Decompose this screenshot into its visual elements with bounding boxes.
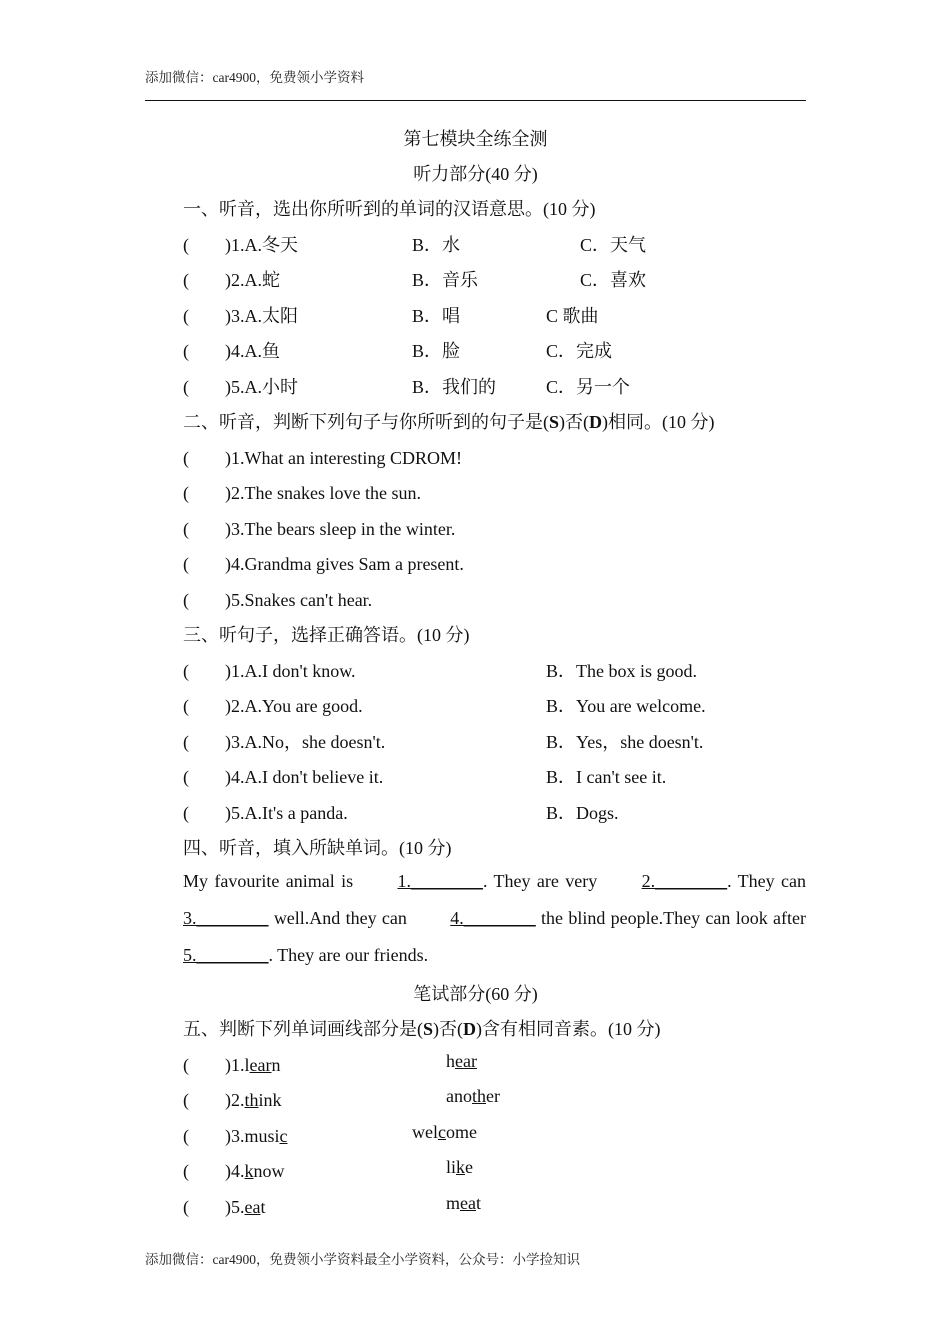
section1-option-b: B．音乐 xyxy=(412,270,479,290)
word-part: t xyxy=(260,1197,266,1217)
section1-question: ( )2.A.蛇 xyxy=(183,270,280,290)
section5-word1 xyxy=(183,1051,281,1077)
word-part: now xyxy=(253,1161,285,1181)
section1-option-b: B．唱 xyxy=(412,306,461,326)
word-part: l xyxy=(244,1055,250,1075)
word-part: m xyxy=(446,1193,461,1213)
underlined-part: c xyxy=(438,1122,446,1142)
section3-option-a: ( )3.A.No，she doesn't. xyxy=(183,732,386,752)
section1-question: ( )4.A.鱼 xyxy=(183,341,280,361)
underlined-part: ea xyxy=(460,1193,476,1213)
underlined-part: k xyxy=(244,1161,254,1181)
section3-option-b: B．You are welcome. xyxy=(546,696,706,716)
section5-word1 xyxy=(183,1193,266,1219)
answer-blank[interactable]: 5.________ xyxy=(183,945,269,965)
heading-text: 五、判断下列单词画线部分是( xyxy=(183,1019,423,1039)
word-part: er xyxy=(486,1086,500,1106)
heading-text: )相同。(10 分) xyxy=(602,412,715,432)
section3-option-a: ( )5.A.It's a panda. xyxy=(183,803,348,823)
section5-word2 xyxy=(446,1193,481,1214)
section2-item: ( )4.Grandma gives Sam a present. xyxy=(183,554,464,574)
section5-word2 xyxy=(446,1157,473,1178)
section3-option-a: ( )4.A.I don't believe it. xyxy=(183,767,384,787)
word-part: musi xyxy=(244,1126,280,1146)
heading-text: 二、听音，判断下列句子与你所听到的句子是( xyxy=(183,412,549,432)
section3-option-b: B．I can't see it. xyxy=(546,767,667,787)
section3-option-b: B．Yes，she doesn't. xyxy=(546,732,704,752)
page-footer: 添加微信：car4900，免费领小学资料最全小学资料，公众号：小学捡知识 xyxy=(145,1252,580,1267)
paragraph-text: . They are our friends. xyxy=(268,945,429,965)
page-title: 第七模块全练全测 xyxy=(403,129,548,149)
heading-text: )含有相同音素。(10 分) xyxy=(476,1019,661,1039)
answer-blank[interactable]: 1.________ xyxy=(397,871,483,891)
different-letter: D xyxy=(463,1019,477,1039)
section5-word1 xyxy=(183,1086,282,1112)
section5-word2 xyxy=(446,1051,477,1072)
writing-part-title: 笔试部分(60 分) xyxy=(413,984,538,1004)
item-prefix: ( )1. xyxy=(183,1055,245,1075)
section5-word2 xyxy=(446,1086,500,1107)
word-part: n xyxy=(271,1055,281,1075)
underlined-part: k xyxy=(456,1157,466,1177)
heading-text: )否( xyxy=(559,412,590,432)
section1-option-c: C．喜欢 xyxy=(580,270,647,290)
section3-option-b: B．The box is good. xyxy=(546,661,697,681)
section1-option-c: C．另一个 xyxy=(546,377,631,397)
answer-blank[interactable]: 2.________ xyxy=(641,871,728,891)
section1-option-b: B．脸 xyxy=(412,341,461,361)
section4-heading: 四、听音，填入所缺单词。(10 分) xyxy=(183,838,452,858)
section3-option-a: ( )2.A.You are good. xyxy=(183,696,363,716)
word-part: h xyxy=(446,1051,455,1071)
same-letter: S xyxy=(549,412,560,432)
word-part: ink xyxy=(258,1090,282,1110)
underlined-part: th xyxy=(472,1086,487,1106)
item-prefix: ( )5. xyxy=(183,1197,245,1217)
section1-question: ( )5.A.小时 xyxy=(183,377,298,397)
word-part: wel xyxy=(412,1122,438,1142)
word-part: ano xyxy=(446,1086,472,1106)
paragraph-text: the blind people.They can look after xyxy=(535,908,806,928)
section1-option-c: C．天气 xyxy=(580,235,647,255)
section1-option-c: C 歌曲 xyxy=(546,306,599,326)
item-prefix: ( )2. xyxy=(183,1090,245,1110)
section1-option-c: C．完成 xyxy=(546,341,613,361)
word-part: e xyxy=(465,1157,474,1177)
word-part: li xyxy=(446,1157,457,1177)
section3-heading: 三、听句子，选择正确答语。(10 分) xyxy=(183,625,470,645)
page-header: 添加微信：car4900，免费领小学资料 xyxy=(145,70,364,85)
heading-text: )否( xyxy=(433,1019,464,1039)
underlined-part: ear xyxy=(455,1051,477,1071)
paragraph-text: . They can xyxy=(727,871,806,891)
paragraph-text: My favourite animal is xyxy=(183,871,360,891)
header-divider xyxy=(145,100,806,101)
section1-option-b: B．水 xyxy=(412,235,461,255)
section2-item: ( )5.Snakes can't hear. xyxy=(183,590,373,610)
underlined-part: ear xyxy=(249,1055,272,1075)
section2-heading xyxy=(183,408,715,434)
word-part: ome xyxy=(446,1122,477,1142)
listening-part-title: 听力部分(40 分) xyxy=(413,164,538,184)
section1-option-b: B．我们的 xyxy=(412,377,497,397)
section5-word2 xyxy=(412,1122,477,1143)
section5-word1 xyxy=(183,1122,288,1148)
paragraph-text: . They are very xyxy=(482,871,604,891)
section2-item: ( )2.The snakes love the sun. xyxy=(183,483,421,503)
section1-heading: 一、听音，选出你所听到的单词的汉语意思。(10 分) xyxy=(183,199,596,219)
section3-option-b: B．Dogs. xyxy=(546,803,619,823)
item-prefix: ( )3. xyxy=(183,1126,245,1146)
cloze-paragraph xyxy=(145,863,806,974)
underlined-part: ea xyxy=(244,1197,261,1217)
section3-option-a: ( )1.A.I don't know. xyxy=(183,661,356,681)
section1-question: ( )3.A.太阳 xyxy=(183,306,298,326)
answer-blank[interactable]: 4.________ xyxy=(450,908,536,928)
section2-item: ( )1.What an interesting CDROM! xyxy=(183,448,462,468)
section5-heading xyxy=(183,1015,661,1041)
underlined-part: c xyxy=(279,1126,288,1146)
section2-item: ( )3.The bears sleep in the winter. xyxy=(183,519,456,539)
paragraph-text: well.And they can xyxy=(268,908,413,928)
section5-word1 xyxy=(183,1157,285,1183)
underlined-part: th xyxy=(244,1090,259,1110)
item-prefix: ( )4. xyxy=(183,1161,245,1181)
answer-blank[interactable]: 3.________ xyxy=(183,908,269,928)
word-part: t xyxy=(476,1193,482,1213)
same-letter: S xyxy=(423,1019,434,1039)
different-letter: D xyxy=(589,412,603,432)
section1-question: ( )1.A.冬天 xyxy=(183,235,298,255)
